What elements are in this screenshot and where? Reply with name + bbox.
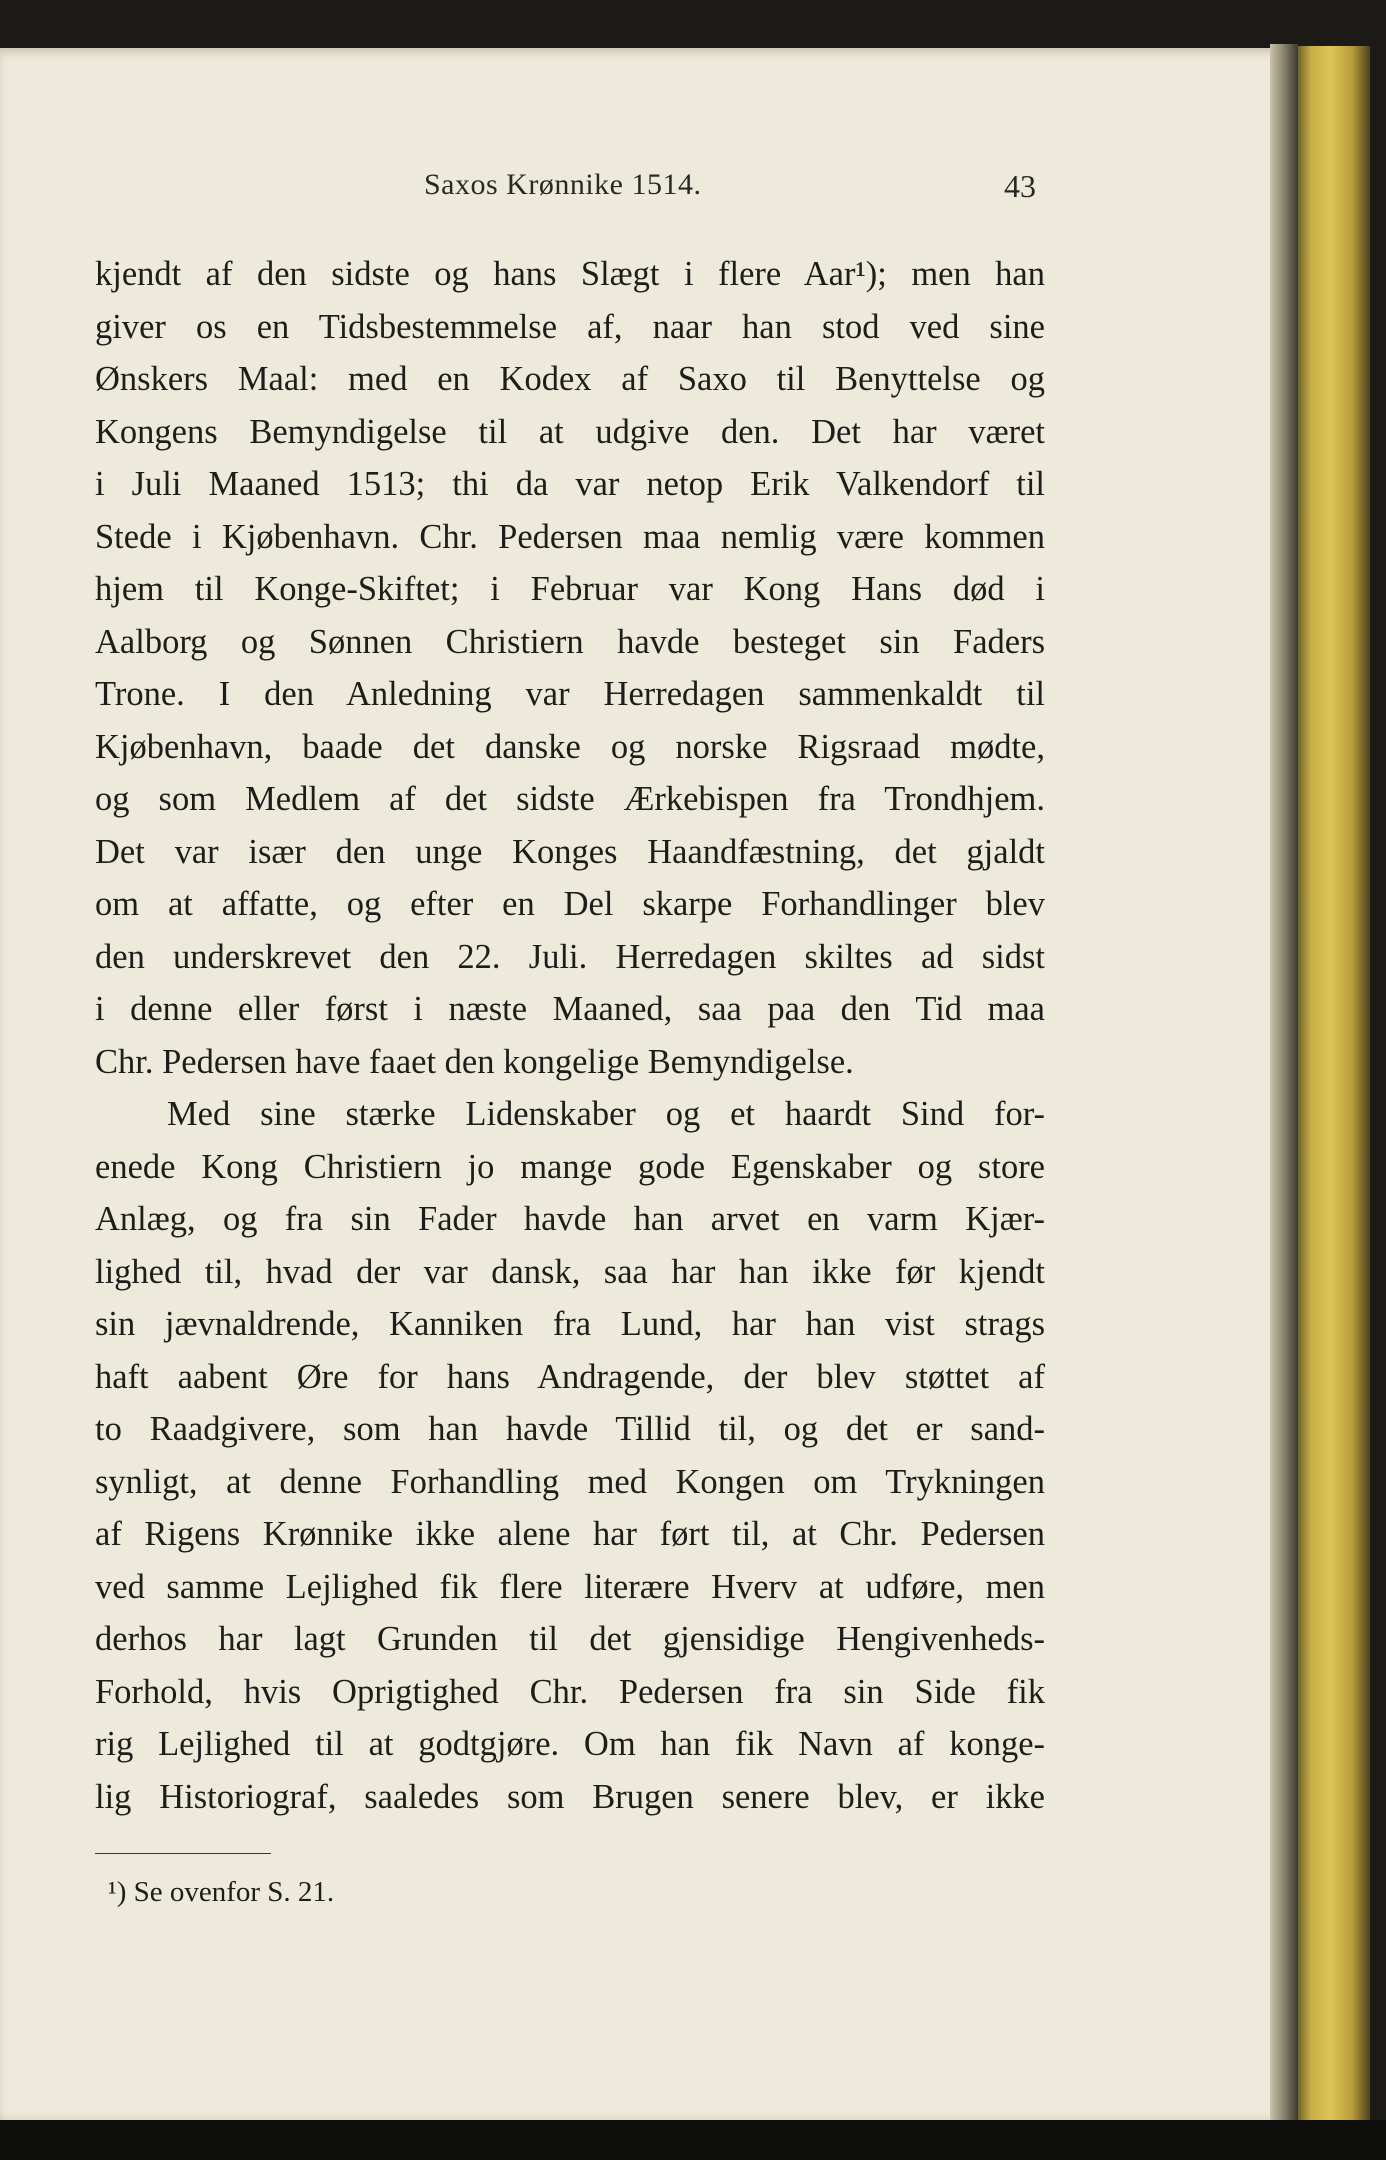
text-line: Ønskers Maal: med en Kodex af Saxo til Benyttelse og <box>95 360 1045 398</box>
text-line: synligt, at denne Forhandling med Kongen om Trykningen <box>95 1462 1045 1501</box>
text-line: Kjøbenhavn, baade det danske og norske Rigsraad mødte, <box>95 727 1045 766</box>
text-line: Forhold, hvis Oprigtighed Chr. Pedersen fra sin Side fik <box>95 1672 1045 1711</box>
text-line: sin jævnaldrende, Kanniken fra Lund, har han vist strags <box>95 1305 1045 1343</box>
text-line: Anlæg, og fra sin Fader havde han arvet en varm Kjær- <box>95 1200 1045 1238</box>
text-line: af Rigens Krønnike ikke alene har ført til, at Chr. Pedersen <box>95 1515 1045 1553</box>
text-line: i denne eller først i næste Maaned, saa paa den Tid maa <box>95 990 1045 1028</box>
text-line: lighed til, hvad der var dansk, saa har han ikke før kjendt <box>95 1252 1045 1291</box>
text-line: haft aabent Øre for hans Andragende, der blev støttet af <box>95 1357 1045 1396</box>
text-line: i Juli Maaned 1513; thi da var netop Erik Valkendorf til <box>95 465 1045 503</box>
text-line: derhos har lagt Grunden til det gjensidige Hengivenheds- <box>95 1620 1045 1658</box>
footnote-rule <box>95 1853 271 1854</box>
running-title: Saxos Krønnike 1514. <box>424 168 702 201</box>
text-line: rig Lejlighed til at godtgjøre. Om han fik Navn af konge- <box>95 1725 1045 1763</box>
footnote: ¹) Se ovenfor S. 21. <box>108 1876 335 1908</box>
book-gilt-edge <box>1298 46 1370 2126</box>
text-line: og som Medlem af det sidste Ærkebispen fra Trondhjem. <box>95 780 1045 818</box>
text-line: enede Kong Christiern jo mange gode Egenskaber og store <box>95 1147 1045 1186</box>
text-line: om at affatte, og efter en Del skarpe Forhandlinger blev <box>95 885 1045 923</box>
text-line: to Raadgivere, som han havde Tillid til, og det er sand- <box>95 1410 1045 1448</box>
page-number: 43 <box>1004 168 1036 204</box>
text-line: giver os en Tidsbestemmelse af, naar han stod ved sine <box>95 307 1045 346</box>
text-line: hjem til Konge-Skiftet; i Februar var Kong Hans død i <box>95 570 1045 608</box>
text-line: Stede i Kjøbenhavn. Chr. Pedersen maa nemlig være kommen <box>95 517 1045 556</box>
text-line: den underskrevet den 22. Juli. Herredagen skiltes ad sidst <box>95 937 1045 976</box>
text-line: Med sine stærke Lidenskaber og et haardt Sind for- <box>167 1095 1045 1133</box>
scan-background <box>0 2120 1386 2160</box>
page-edge-shadow <box>1270 44 1298 2124</box>
page-header <box>0 168 1290 208</box>
text-line: lig Historiograf, saaledes som Brugen senere blev, er ikke <box>95 1777 1045 1816</box>
text-line: ved samme Lejlighed fik flere literære Hverv at udføre, men <box>95 1567 1045 1606</box>
text-line: Trone. I den Anledning var Herredagen sammenkaldt til <box>95 675 1045 713</box>
text-line: Aalborg og Sønnen Christiern havde besteget sin Faders <box>95 622 1045 661</box>
text-line: Det var især den unge Konges Haandfæstning, det gjaldt <box>95 832 1045 871</box>
text-line: Chr. Pedersen have faaet den kongelige Bemyndigelse. <box>95 1042 854 1081</box>
text-line: Kongens Bemyndigelse til at udgive den. Det har været <box>95 412 1045 451</box>
body-text <box>95 248 1045 1823</box>
text-line: kjendt af den sidste og hans Slægt i flere Aar¹); men han <box>95 255 1045 293</box>
